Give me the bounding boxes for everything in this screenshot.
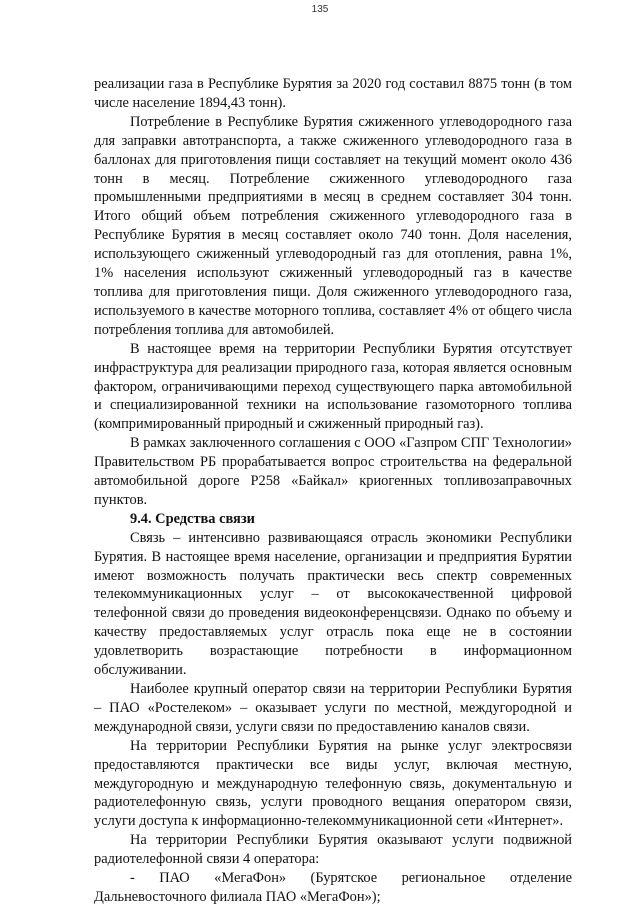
paragraph-rostelecom: Наиболее крупный оператор связи на территории Республики Бурятия – ПАО «Ростелеком» – оказывает услуги по местной, междугородной и международной связи, услуги связи по предоставлению каналов связи. xyxy=(94,681,572,735)
list-item-megafon: - ПАО «МегаФон» (Бурятское региональное отделение Дальневосточного филиала ПАО «МегаФон»); xyxy=(94,870,572,905)
paragraph-continuation: реализации газа в Республике Бурятия за 2020 год составил 8875 тонн (в том числе население 1894,43 тонн). xyxy=(94,76,572,111)
paragraph-telecom-services: На территории Республики Бурятия на рынке услуг электросвязи предоставляются практически все виды услуг, включая местную, междугородную и международную телефонную связь, документальную и радиотелефонную связь, услуги проводного вещания оператором связи, услуги доступа к информационно-телекоммуникационной сети «Интернет». xyxy=(94,737,572,830)
paragraph-gazprom-agreement: В рамках заключенного соглашения с ООО «Газпром СПГ Технологии» Правительством РБ прорабатывается вопрос строительства на федеральной автомобильной дороге Р258 «Байкал» криогенных топливозаправочных пунктов. xyxy=(94,435,572,508)
page-number: 135 xyxy=(311,4,329,15)
paragraph-mobile-operators: На территории Республики Бурятия оказывают услуги подвижной радиотелефонной связи 4 оператора: xyxy=(94,832,572,868)
section-heading: 9.4. Средства связи xyxy=(130,510,255,527)
paragraph-communications-overview: Связь – интенсивно развивающаяся отрасль экономики Республики Бурятия. В настоящее время население, организации и предприятия Бурятии имеют возможность получать практически весь спектр современных телекоммуникационных услуг – от высококачественной цифровой телефонной связи до проведения видеоконференцсвязи. Однако по объему и качеству предоставляемых услуг отрасль пока еще не в состоянии удовлетворить возрастающие потребности в информационном обслуживании. xyxy=(94,529,572,679)
paragraph-lpg-consumption: Потребление в Республике Бурятия сжиженного углеводородного газа для заправки автотранспорта, а также сжиженного углеводородного газа в баллонах для приготовления пищи составляет на текущий момент около 436 тонн в месяц. Потребление сжиженного углеводородного газа промышленными предприятиями в месяц в среднем составляет 304 тонн. Итого общий объем потребления сжиженного углеводородного газа в Республике Бурятия в месяц составляет около 740 тонн. Доля населения, использующего сжиженный углеводородный газ для отопления, равна 1%, 1% населения используют сжиженный углеводородный газ в качестве топлива для приготовления пищи. Доля сжиженного углеводородного газа, используемого в качестве моторного топлива, составляет 4% от общего числа потребления топлива для автомобилей. xyxy=(94,113,572,338)
paragraph-infrastructure: В настоящее время на территории Республики Бурятия отсутствует инфраструктура для реализации природного газа, которая является основным фактором, ограничивающими переход существующего парка автомобильной и специализированной техники на использование газомоторного топлива (компримированный природный и сжиженный природный газ). xyxy=(94,340,572,433)
body-text xyxy=(94,75,572,907)
